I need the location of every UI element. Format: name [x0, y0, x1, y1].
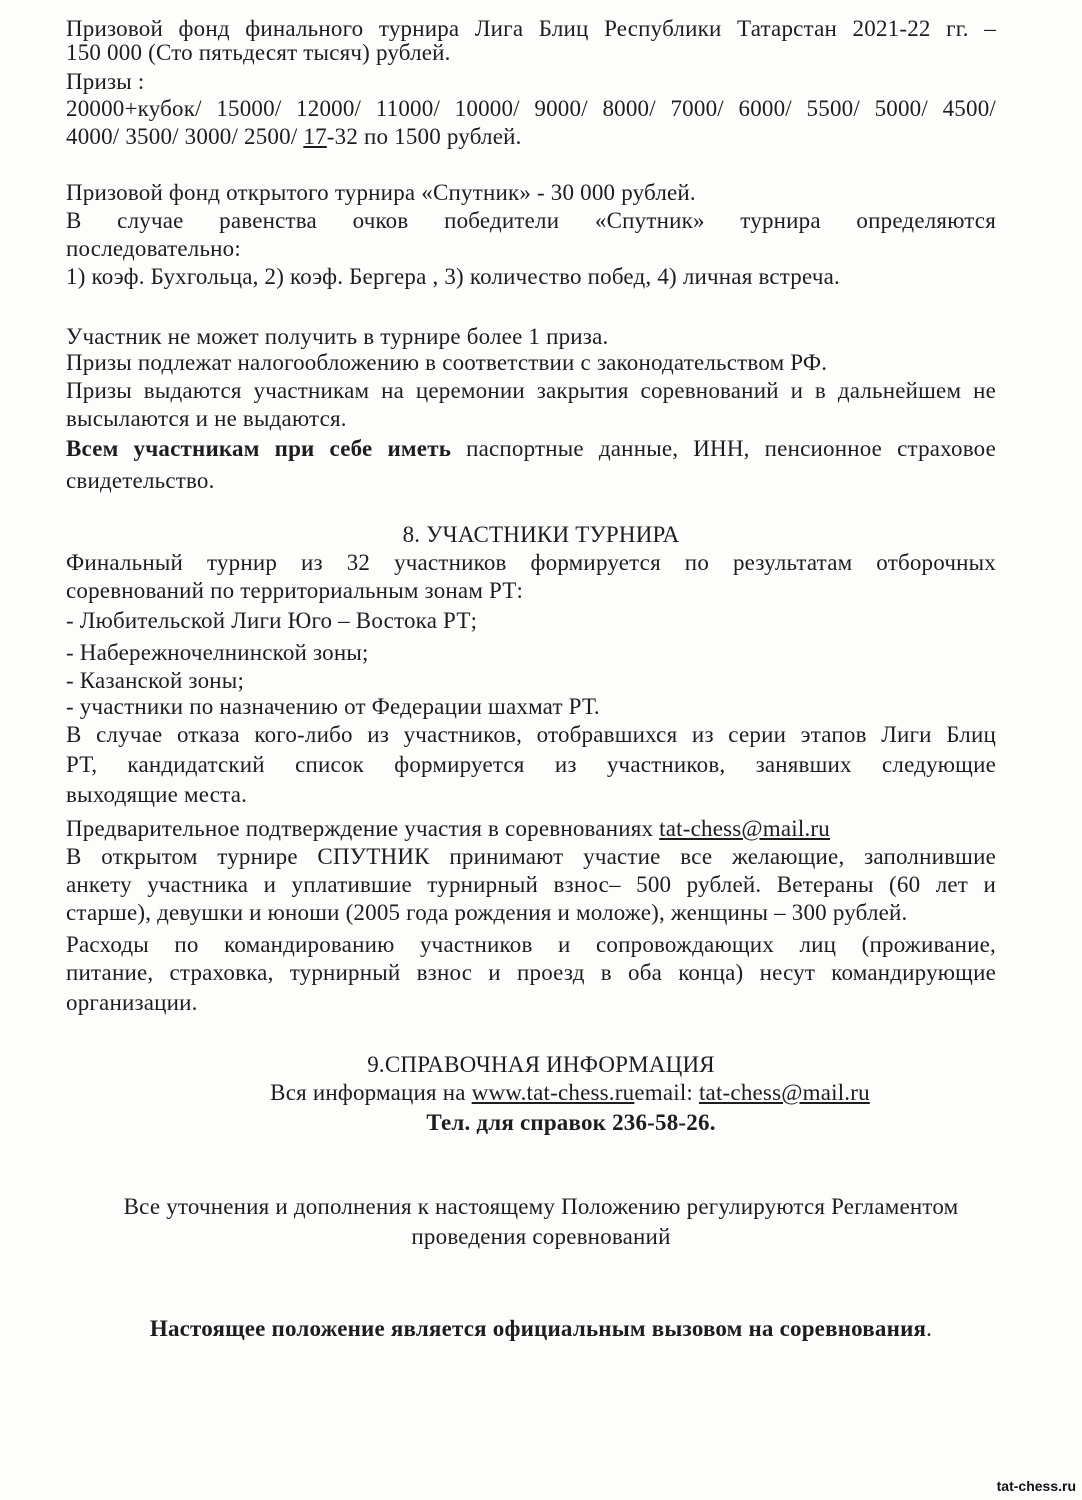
prizes-list-part-b: -32 по 1500 рублей. [326, 124, 522, 149]
prizes-list-part-a: 4000/ 3500/ 3000/ 2500/ [66, 124, 304, 149]
rule-one-prize: Участник не может получить в турнире более 1 приза. [66, 324, 609, 349]
tiebreak-line3: 1) коэф. Бухгольца, 2) коэф. Бергера , 3) количество побед, 4) личная встреча. [66, 264, 840, 289]
prize-fund-line1: Призовой фонд финального турнира Лига Блиц Республики Татарстан 2021-22 гг. – [66, 16, 996, 41]
refusal-line2: РТ, кандидатский список формируется из участников, занявших следующие [66, 752, 996, 777]
regulation-line2: проведения соревнований [411, 1224, 671, 1249]
rule-tax: Призы подлежат налогообложению в соответствии с законодательством РФ. [66, 350, 828, 375]
official-call-dot: . [926, 1316, 933, 1341]
costs-line1: Расходы по командированию участников и сопровождающих лиц (проживание, [66, 932, 996, 957]
info-mid: email: [634, 1080, 699, 1105]
documents-line1 [66, 434, 996, 464]
regulation-line1: Все уточнения и дополнения к настоящему Положению регулируются Регламентом [123, 1194, 959, 1219]
tiebreak-line1: В случае равенства очков победители «Спутник» турнира определяются [66, 208, 996, 233]
info-email-link[interactable]: tat-chess@mail.ru [698, 1080, 870, 1105]
zone-item: - Любительской Лиги Юго – Востока РТ; [66, 608, 478, 633]
phone-line: Тел. для справок 236-58-26. [426, 1110, 716, 1135]
documents-bold: Всем участникам при себе иметь [66, 436, 452, 461]
tiebreak-line2: последовательно: [66, 236, 241, 261]
refusal-line1: В случае отказа кого-либо из участников, отобравшихся из серии этапов Лиги Блиц [66, 722, 996, 747]
section8-line2: соревнований по территориальным зонам РТ: [66, 578, 524, 603]
prizes-label: Призы : [66, 69, 145, 94]
rule-ceremony-line2: высылаются и не выдаются. [66, 406, 347, 431]
documents-rest: паспортные данные, ИНН, пенсионное страховое [451, 436, 996, 461]
open-line2: анкету участника и уплатившие турнирный взнос– 500 рублей. Ветераны (60 лет и [66, 872, 996, 897]
prizes-list-line1: 20000+кубок/ 15000/ 12000/ 11000/ 10000/ 9000/ 8000/ 7000/ 6000/ 5500/ 5000/ 4500/ [66, 96, 996, 121]
section9-info-line [0, 1078, 1082, 1108]
rule-ceremony-line1: Призы выдаются участникам на церемонии закрытия соревнований и в дальнейшем не [66, 378, 996, 403]
official-call-bold: Настоящее положение является официальным вызовом на соревнования [149, 1316, 927, 1341]
costs-line3: организации. [66, 990, 198, 1015]
section8-line1: Финальный турнир из 32 участников формируется по результатам отборочных [66, 550, 996, 575]
section8-heading: 8. УЧАСТНИКИ ТУРНИРА [402, 522, 680, 547]
zone-item: - участники по назначению от Федерации шахмат РТ. [66, 694, 600, 719]
confirm-email-link[interactable]: tat-chess@mail.ru [659, 816, 830, 841]
prizes-list-line2 [66, 122, 522, 152]
costs-line2: питание, страховка, турнирный взнос и проезд в оба конца) несут командирующие [66, 960, 996, 985]
prize-fund-line2: 150 000 (Сто пятьдесят тысяч) рублей. [66, 40, 451, 65]
zone-item: - Набережночелнинской зоны; [66, 640, 369, 665]
documents-line2: свидетельство. [66, 468, 215, 493]
section9-heading: 9.СПРАВОЧНАЯ ИНФОРМАЦИЯ [367, 1052, 715, 1077]
refusal-line3: выходящие места. [66, 782, 248, 807]
watermark: tat-chess.ru [996, 1478, 1076, 1494]
info-prefix: Вся информация на [270, 1080, 472, 1105]
sputnik-prize-fund: Призовой фонд открытого турнира «Спутник» - 30 000 рублей. [66, 180, 696, 205]
prizes-list-underlined: 17 [303, 124, 327, 149]
open-line1: В открытом турнире СПУТНИК принимают участие все желающие, заполнившие [66, 844, 996, 869]
site-link[interactable]: www.tat-chess.ru [471, 1080, 635, 1105]
confirm-line [66, 814, 830, 844]
confirm-text: Предварительное подтверждение участия в соревнованиях [66, 816, 660, 841]
official-call-line [0, 1314, 1082, 1344]
zone-item: - Казанской зоны; [66, 668, 245, 693]
open-line3: старше), девушки и юноши (2005 года рождения и моложе), женщины – 300 рублей. [66, 900, 908, 925]
